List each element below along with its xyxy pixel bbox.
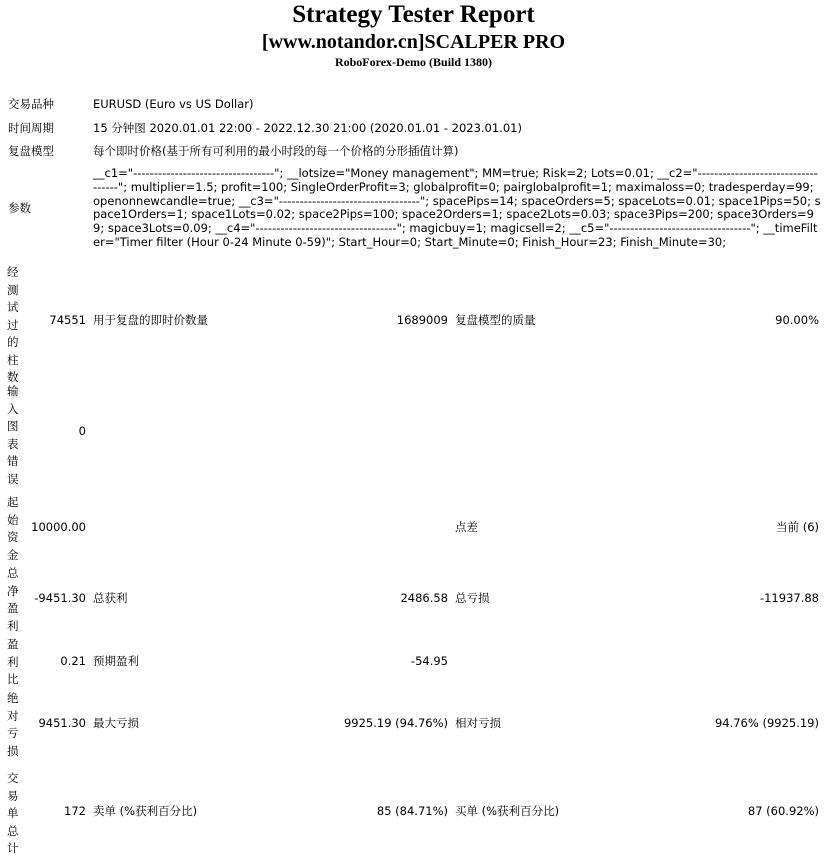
stat-label-profit-factor: 盈利比	[7, 637, 19, 686]
rel-drawdown-value: 94.76% (9925.19)	[714, 716, 819, 730]
params-label: 参数	[8, 201, 31, 215]
expert-name: [www.notandor.cn]SCALPER PRO	[261, 31, 566, 53]
long-positions-label: 买单 (%获利百分比)	[455, 804, 560, 818]
model-value: 每个即时价格(基于所有可利用的最小时段的每一个价格的分形插值计算)	[93, 144, 459, 158]
gross-profit-value: 2486.58	[400, 591, 448, 605]
server-build: RoboForex-Demo (Build 1380)	[334, 55, 493, 69]
params-value: __c1="----------------------------------"; __lotsize="Money management"; MM=true; Risk=2; Lots=0.01; __c2="-----------------------------------"; multiplier=1.5; profit=100; SingleOrderProfit=3; globalprofit=0; pairglobalprofit=1; maximaloss=0; tradesperday=99; openonnewcandle=true; __c3="----------------------------------"; spacePips=14; spaceOrders=5; spaceLots=0.01; space1Pips=50; space1Orders=1; space1Lots=0.02; space2Pips=100; space2Orders=1; space2Lots=0.03; space3Pips=200; space3Orders=99; space3Lots=0.09; __c4="----------------------------------"; magicbuy=1; magicsell=2; __c5="----------------------------------"; __timeFilter="Timer filter (Hour 0-24 Minute 0-59)"; Start_Hour=0; Start_Minute=0; Finish_Hour=23; Finish_Minute=30;	[93, 166, 821, 249]
quality-label: 复盘模型的质量	[455, 313, 536, 327]
gross-loss-label: 总亏损	[455, 591, 490, 605]
stat-label-total-trades: 交易单总计	[7, 771, 19, 855]
stat-value-abs-drawdown: 9451.30	[38, 716, 86, 730]
stat-label-deposit: 起始资金	[7, 495, 19, 562]
rel-drawdown-label: 相对亏损	[455, 716, 501, 730]
stat-value-deposit: 10000.00	[31, 520, 86, 534]
max-drawdown-value: 9925.19 (94.76%)	[343, 716, 448, 730]
gross-profit-label: 总获利	[93, 591, 128, 605]
stat-value-net-profit: -9451.30	[34, 591, 86, 605]
report-title: Strategy Tester Report	[292, 1, 535, 28]
period-value: 15 分钟图 2020.01.01 22:00 - 2022.12.30 21:00 (2020.01.01 - 2023.01.01)	[93, 121, 522, 135]
model-label: 复盘模型	[8, 144, 54, 158]
spread-label: 点差	[455, 520, 478, 534]
symbol-label: 交易品种	[8, 97, 54, 111]
short-positions-label: 卖单 (%获利百分比)	[93, 804, 198, 818]
symbol-value: EURUSD (Euro vs US Dollar)	[93, 97, 254, 111]
gross-loss-value: -11937.88	[759, 591, 819, 605]
stat-label-net-profit: 总净盈利	[7, 566, 19, 633]
short-positions-value: 85 (84.71%)	[376, 804, 448, 818]
stat-label-abs-drawdown: 绝对亏损	[7, 691, 19, 758]
ticks-label: 用于复盘的即时价数量	[93, 313, 208, 327]
stat-value-total-trades: 172	[64, 804, 86, 818]
max-drawdown-label: 最大亏损	[93, 716, 139, 730]
expected-payoff-label: 预期盈利	[93, 654, 139, 668]
stat-value-errors: 0	[78, 424, 86, 438]
stat-value-bars: 74551	[49, 313, 86, 327]
stat-value-profit-factor: 0.21	[60, 654, 86, 668]
expected-payoff-value: -54.95	[410, 654, 448, 668]
stat-label-bars: 经测试过的柱数	[7, 265, 19, 384]
stat-label-errors: 输入图表错误	[7, 384, 19, 486]
long-positions-value: 87 (60.92%)	[747, 804, 819, 818]
spread-value: 当前 (6)	[776, 520, 819, 534]
ticks-value: 1689009	[396, 313, 448, 327]
period-label: 时间周期	[8, 121, 54, 135]
quality-value: 90.00%	[775, 313, 819, 327]
